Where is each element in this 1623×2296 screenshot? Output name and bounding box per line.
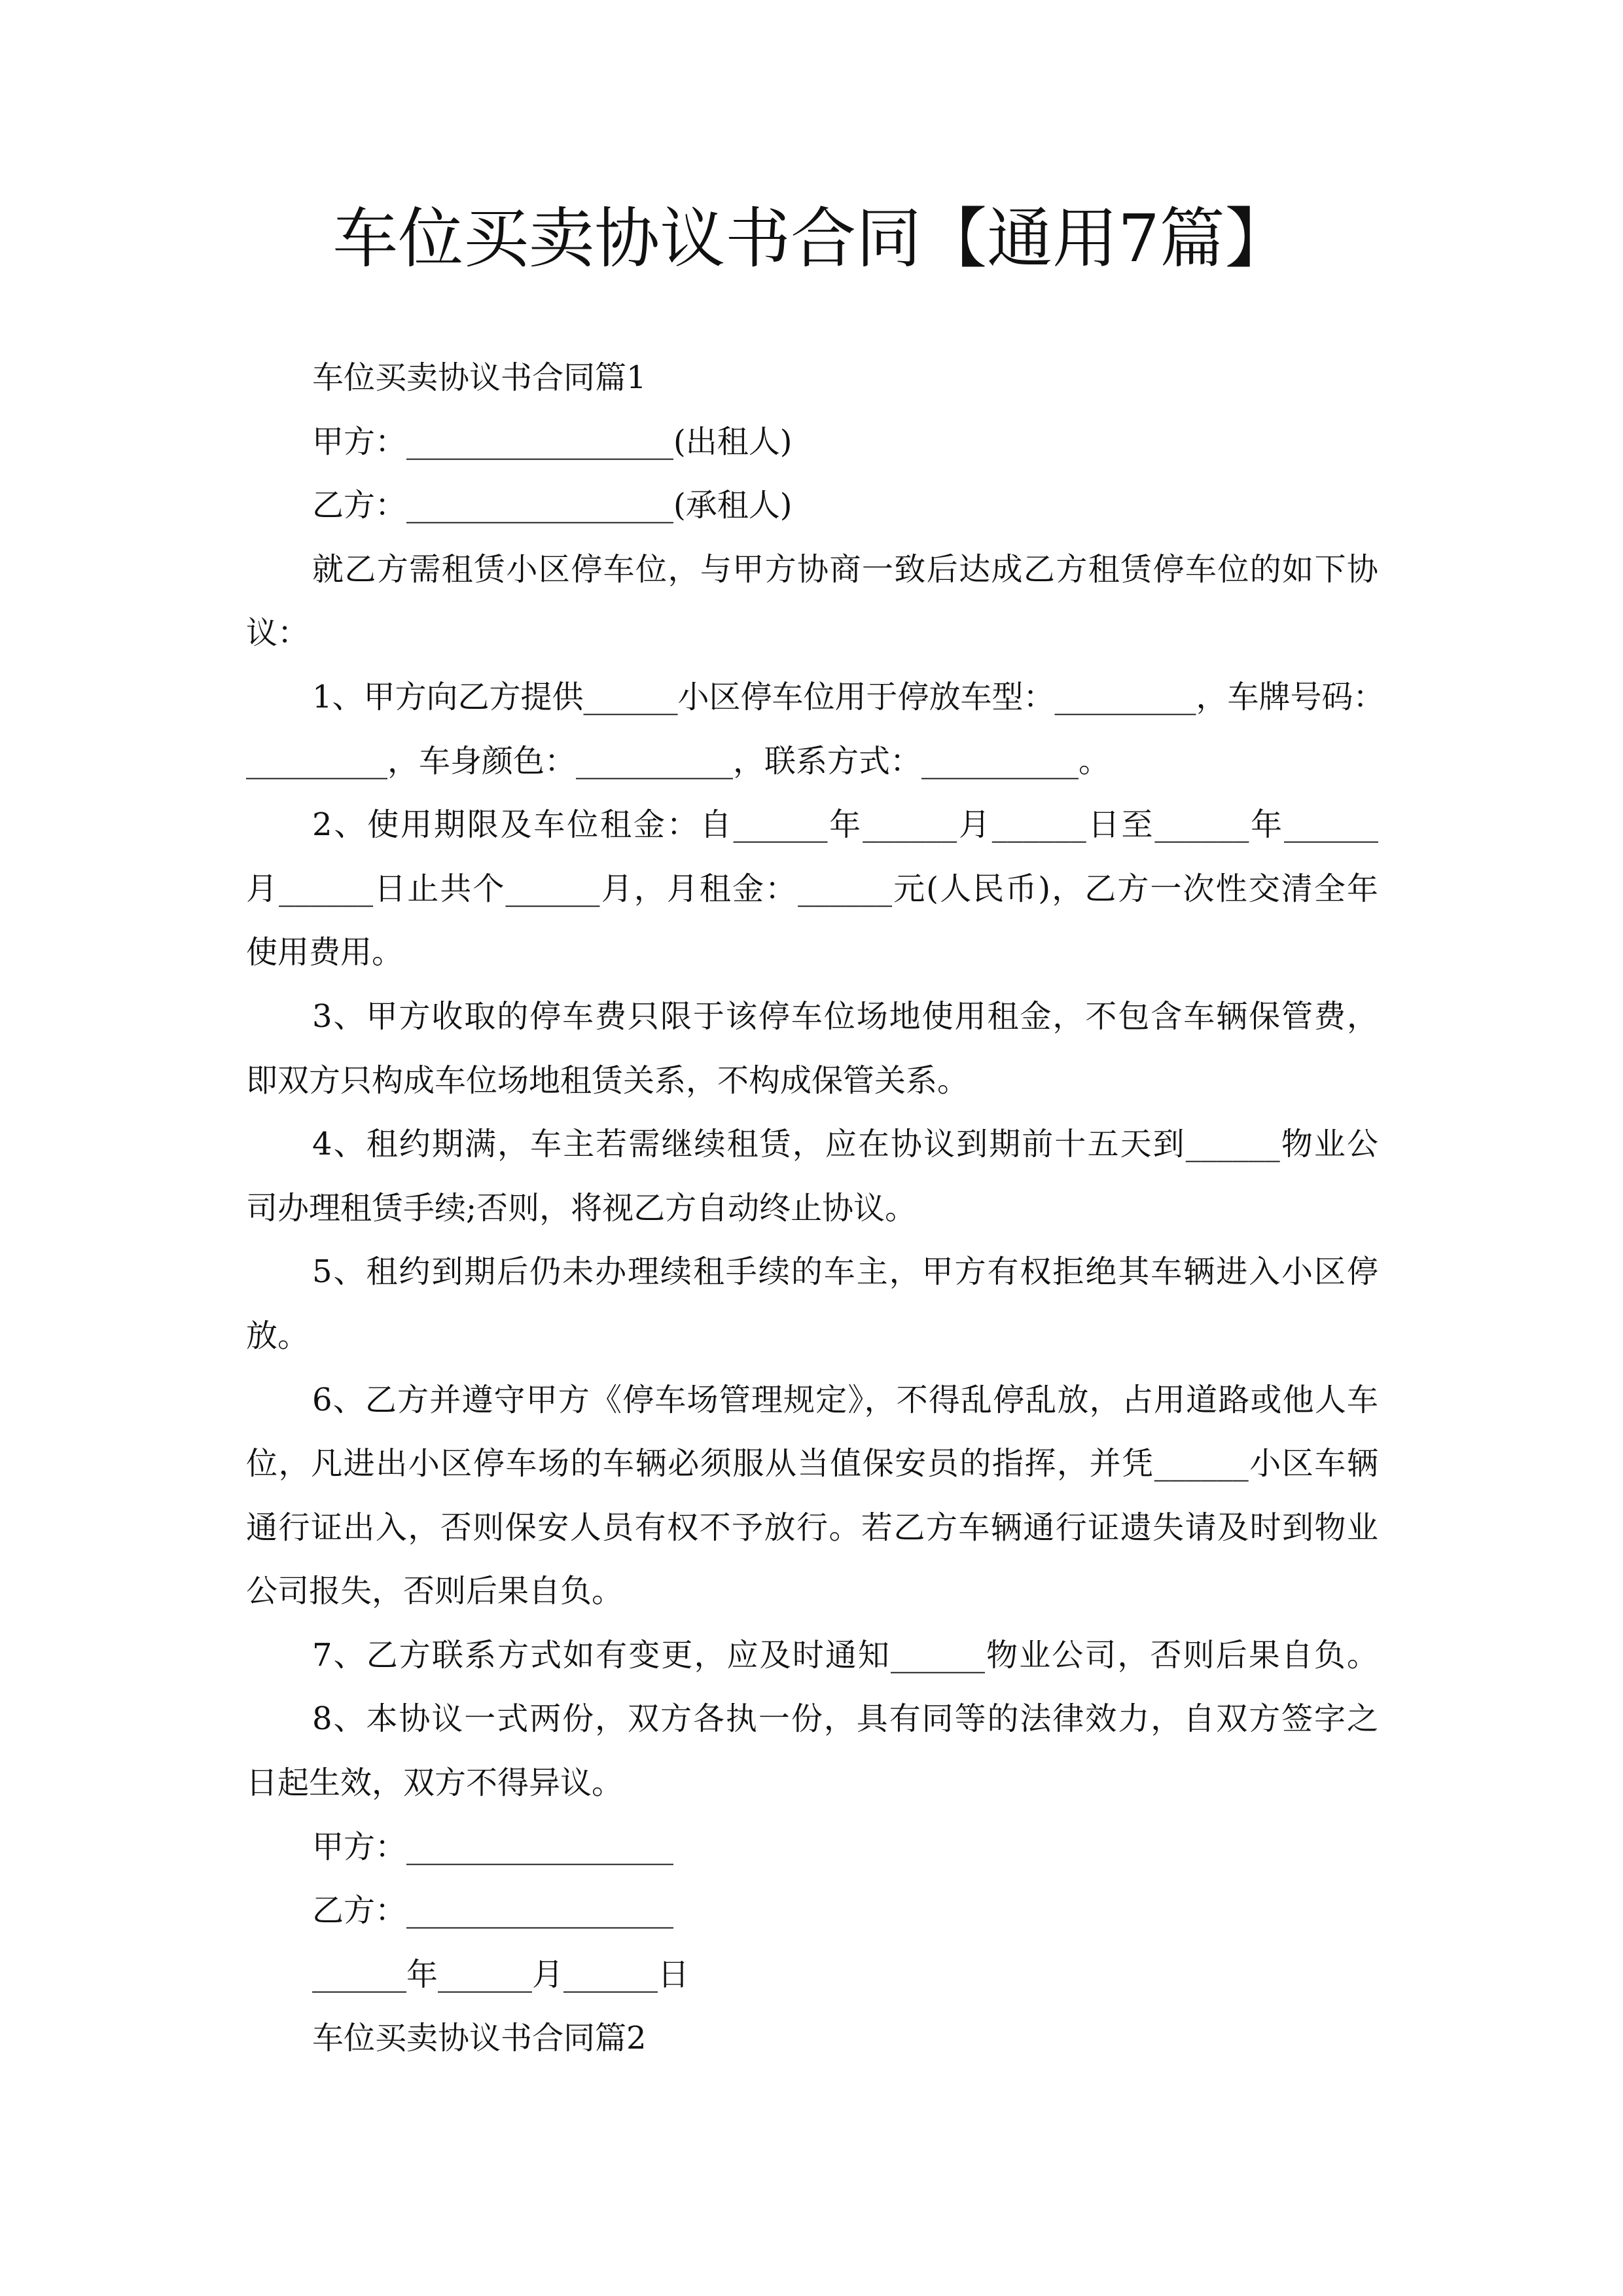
- text-line: 乙方：_________________(承租人): [312, 487, 793, 524]
- text-line: 5、租约到期后仍未办理续租手续的车主，甲方有权拒绝其车辆进入小区停: [312, 1253, 1378, 1291]
- document-body: [246, 346, 1385, 2071]
- text-line: 车位买卖协议书合同篇2: [312, 2020, 647, 2057]
- text-line: 甲方：_________________(出租人): [312, 423, 793, 460]
- text-line: 乙方：_________________: [312, 1892, 674, 1929]
- text-line: 1、甲方向乙方提供______小区停车位用于停放车型：_________，车牌号码：: [312, 678, 1385, 715]
- document-title: 车位买卖协议书合同【通用7篇】: [332, 200, 1291, 277]
- text-line: 月______日止共个______月，月租金：______元(人民币)，乙方一次性交清全年: [246, 870, 1378, 907]
- text-line: 放。: [246, 1317, 310, 1354]
- text-line: 2、使用期限及车位租金：自______年______月______日至______年______: [312, 806, 1378, 844]
- text-line: 7、乙方联系方式如有变更，应及时通知______物业公司，否则后果自负。: [312, 1636, 1378, 1674]
- text-line: 司办理租赁手续;否则，将视乙方自动终止协议。: [246, 1189, 917, 1227]
- text-line: 甲方：_________________: [312, 1828, 674, 1865]
- text-line: 车位买卖协议书合同篇1: [312, 359, 647, 396]
- text-line: 8、本协议一式两份，双方各执一份，具有同等的法律效力，自双方签字之: [312, 1700, 1378, 1738]
- text-line: _________，车身颜色：__________，联系方式：__________。: [246, 742, 1111, 780]
- text-line: 3、甲方收取的停车费只限于该停车位场地使用租金，不包含车辆保管费，: [312, 997, 1378, 1035]
- text-line: ______年______月______日: [312, 1956, 690, 1993]
- text-line: 公司报失，否则后果自负。: [246, 1573, 624, 1610]
- text-line: 就乙方需租赁小区停车位，与甲方协商一致后达成乙方租赁停车位的如下协: [312, 550, 1378, 588]
- text-line: 4、租约期满，车主若需继续租赁，应在协议到期前十五天到______物业公: [312, 1126, 1378, 1163]
- text-line: 议：: [246, 615, 310, 652]
- text-line: 通行证出入，否则保安人员有权不予放行。若乙方车辆通行证遗失请及时到物业: [246, 1509, 1378, 1546]
- text-line: 6、乙方并遵守甲方《停车场管理规定》，不得乱停乱放，占用道路或他人车: [312, 1381, 1378, 1418]
- text-line: 即双方只构成车位场地租赁关系，不构成保管关系。: [246, 1062, 969, 1099]
- text-line: 日起生效，双方不得异议。: [246, 1765, 624, 1802]
- text-line: 位，凡进出小区停车场的车辆必须服从当值保安员的指挥，并凭______小区车辆: [246, 1445, 1378, 1482]
- text-line: 使用费用。: [246, 934, 404, 971]
